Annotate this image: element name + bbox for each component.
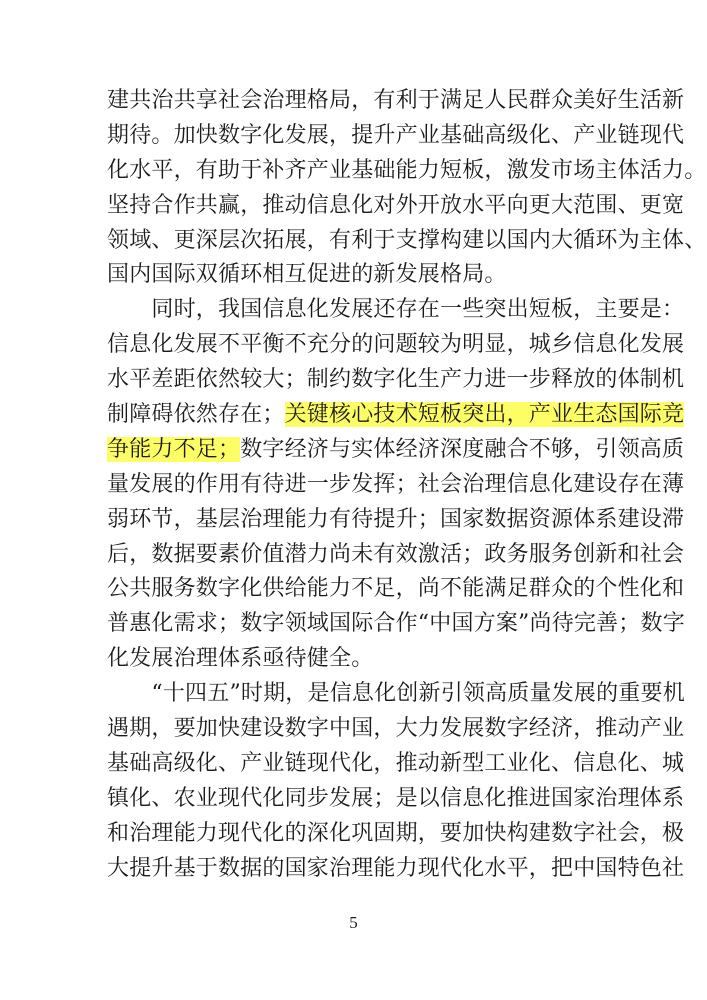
text-segment: 信息化发展不平衡不充分的问题较为明显，城乡信息化发展 [107,332,685,358]
text-segment: 和治理能力现代化的深化巩固期，要加快构建数字社会，极 [107,820,685,846]
text-line [107,258,603,293]
text-segment: 量发展的作用有待进一步发挥；社会治理信息化建设存在薄 [107,471,685,497]
text-segment: 弱环节，基层治理能力有待提升；国家数据资源体系建设滞 [107,506,685,532]
text-segment: 领域、更深层次拓展，有利于支撑构建以国内大循环为主体、 [107,227,707,253]
text-segment: 期待。加快数字化发展，提升产业基础高级化、产业链现代 [107,122,685,148]
text-segment: 化发展治理体系亟待健全。 [107,646,374,672]
text-line [107,293,685,328]
highlighted-text: 关键核心技术短板突出，产业生态国际竞 [284,402,685,428]
text-segment: 化水平，有助于补齐产业基础能力短板，激发市场主体活力。 [107,157,707,183]
text-segment: “十四五”时期，是信息化创新引领高质量发展的重要机 [107,681,685,707]
text-segment: 水平差距依然较大；制约数字化生产力进一步释放的体制机 [107,367,685,393]
text-line [107,642,603,677]
text-line [107,782,685,817]
text-line [107,398,685,433]
text-line [107,817,685,852]
text-segment: 国内国际双循环相互促进的新发展格局。 [107,262,507,288]
text-line [107,677,685,712]
text-line [107,224,707,259]
page-number: 5 [349,913,358,932]
text-segment: 坚持合作共赢，推动信息化对外开放水平向更大范围、更宽 [107,192,685,218]
text-line [107,433,685,468]
text-segment: 镇化、农业现代化同步发展；是以信息化推进国家治理体系 [107,785,685,811]
text-line [107,712,685,747]
text-line [107,607,685,642]
text-line [107,572,685,607]
text-line [107,328,685,363]
text-segment: 普惠化需求；数字领域国际合作“中国方案”尚待完善；数字 [107,611,685,637]
text-line [107,154,707,189]
text-segment: 制障碍依然存在； [107,402,285,428]
text-segment: 基础高级化、产业链现代化，推动新型工业化、信息化、城 [107,750,685,776]
text-line [107,468,685,503]
text-segment: 大提升基于数据的国家治理能力现代化水平，把中国特色社 [107,855,685,881]
text-line [107,747,685,782]
text-line [107,503,685,538]
text-segment: 后，数据要素价值潜力尚未有效激活；政务服务创新和社会 [107,541,685,567]
text-segment: 公共服务数字化供给能力不足，尚不能满足群众的个性化和 [107,576,685,602]
text-line [107,189,685,224]
text-segment: 建共治共享社会治理格局，有利于满足人民群众美好生活新 [107,88,685,113]
text-line [107,538,685,573]
text-segment: 遇期，要加快建设数字中国，大力发展数字经济，推动产业 [107,716,685,742]
text-line [107,852,685,887]
text-line [107,84,685,119]
text-segment: 数字经济与实体经济深度融合不够，引领高质 [240,436,685,462]
text-line [107,119,685,154]
highlighted-text: 争能力不足； [107,436,241,462]
text-line [107,363,685,398]
text-segment: 同时，我国信息化发展还存在一些突出短板，主要是： [107,297,685,323]
body-text [107,84,707,886]
